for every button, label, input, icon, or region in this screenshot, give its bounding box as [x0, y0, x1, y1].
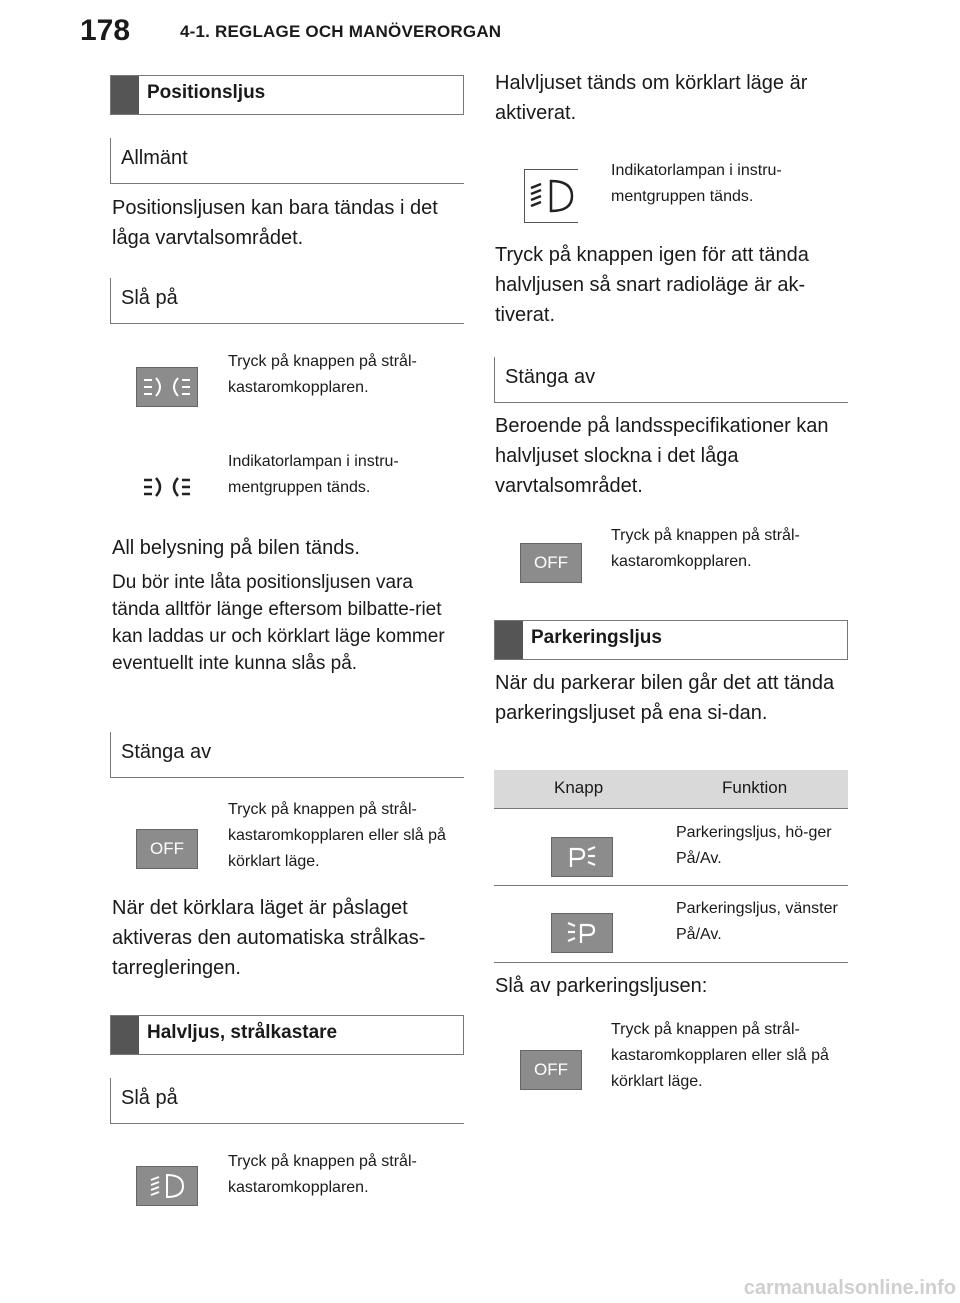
subheading-sla-pa: Slå på [110, 278, 464, 324]
footer [0, 1275, 960, 1303]
note-off-parkering: Tryck på knappen på strål-kastaromkopplaren eller slå på körklart läge. [611, 1021, 829, 1090]
subheading-sla-pa-halvljus: Slå på [110, 1078, 464, 1124]
position-light-icon [140, 374, 194, 400]
section-title: Halvljus, strålkastare [147, 1022, 338, 1043]
paragraph-country: Beroende på landsspecifikationer kan halvljuset slockna i det låga varvtalsområdet. [495, 415, 829, 497]
position-light-button [136, 367, 198, 407]
position-light-indicator-icon [141, 474, 193, 505]
watermark: carmanualsonline.info [743, 1277, 956, 1299]
parking-light-right-icon [562, 843, 602, 871]
parking-light-right-button [551, 837, 613, 877]
section-title: Parkeringsljus [531, 627, 662, 648]
subheading-stanga-av: Stänga av [110, 732, 464, 778]
paragraph-off-intro: Slå av parkeringsljusen: [495, 975, 708, 997]
column-header-knapp: Knapp [554, 778, 604, 797]
parking-light-left-icon [562, 919, 602, 947]
table-header [494, 770, 848, 809]
note-press-halvljus: Tryck på knappen på strål-kastaromkopplaren. [228, 1153, 417, 1196]
note-indicator-position: Indikatorlampan i instru-mentgruppen tänds. [228, 453, 399, 496]
note-press-position: Tryck på knappen på strål-kastaromkopplaren. [228, 353, 417, 396]
note-indicator-halvljus: Indikatorlampan i instru-mentgruppen tänds. [611, 162, 782, 205]
off-button: OFF [136, 829, 198, 869]
note-off-position: Tryck på knappen på strål-kastaromkopplaren eller slå på körklart läge. [228, 801, 446, 870]
chapter-title: 4-1. REGLAGE OCH MANÖVERORGAN [180, 22, 502, 41]
low-beam-indicator-icon [525, 170, 577, 222]
paragraph-allmant: Positionsljusen kan bara tändas i det låga varvtalsområdet. [112, 197, 438, 249]
table-cell-function: Parkeringsljus, hö-ger På/Av. [676, 824, 832, 867]
low-beam-icon [147, 1172, 187, 1200]
table-cell-function: Parkeringsljus, vänster På/Av. [676, 900, 838, 943]
note-off-halvljus: Tryck på knappen på strål-kastaromkopplaren. [611, 527, 800, 570]
paragraph-all-lights: All belysning på bilen tänds. [112, 537, 360, 559]
subheading-stanga-av-halvljus: Stänga av [494, 357, 848, 403]
section-header-parkeringsljus [494, 620, 848, 660]
low-beam-indicator-frame [524, 169, 578, 223]
paragraph-halvljus-intro: Halvljuset tänds om körklart läge är aktiverat. [495, 72, 808, 124]
low-beam-button [136, 1166, 198, 1206]
off-button: OFF [520, 543, 582, 583]
paragraph-auto: När det körklara läget är påslaget aktiveras den automatiska strålkas-tarregleringen. [112, 897, 426, 979]
parking-light-left-button [551, 913, 613, 953]
page-number: 178 [80, 14, 131, 47]
paragraph-warning: Du bör inte låta positionsljusen vara tända alltför länge eftersom bilbatte-riet kan laddas ur och körklart läge kommer eventuellt inte kunna slås på. [112, 572, 445, 674]
section-title: Positionsljus [147, 82, 266, 103]
paragraph-parkering-intro: När du parkerar bilen går det att tända parkeringsljuset på ena si-dan. [495, 672, 835, 724]
section-header-positionsljus [110, 75, 464, 115]
off-button: OFF [520, 1050, 582, 1090]
subheading-allmant: Allmänt [110, 138, 464, 184]
column-header-funktion: Funktion [722, 778, 788, 797]
section-header-halvljus [110, 1015, 464, 1055]
paragraph-again: Tryck på knappen igen för att tända halvljusen så snart radioläge är ak-tiverat. [495, 244, 809, 326]
